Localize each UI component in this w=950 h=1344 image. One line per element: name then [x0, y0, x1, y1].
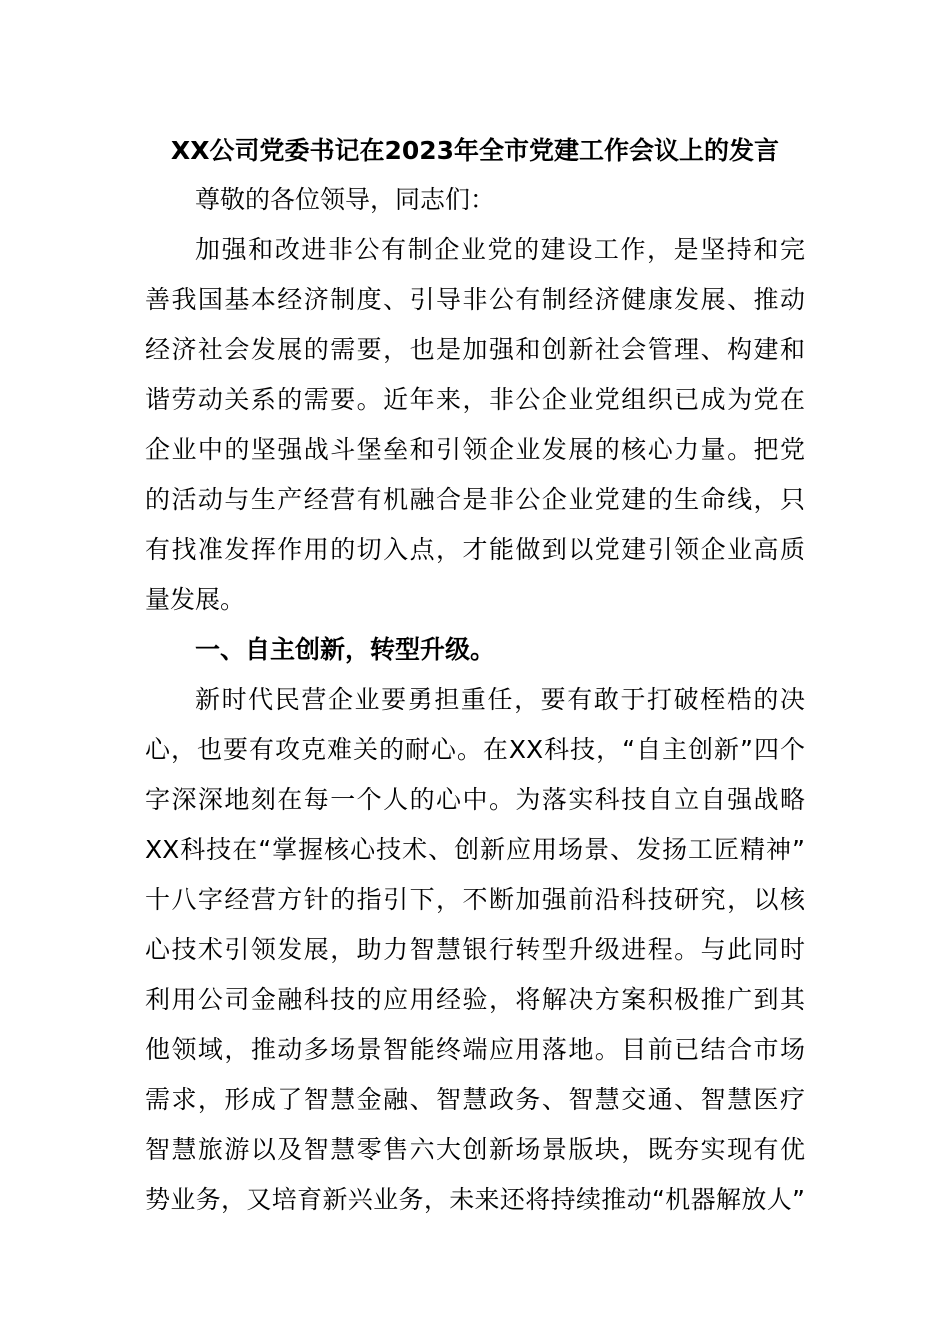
paragraph-line: 心技术引领发展，助力智慧银行转型升级进程。与此同时 — [145, 935, 805, 964]
paragraph-line: 势业务，又培育新兴业务，未来还将持续推动“机器解放人” — [145, 1185, 805, 1214]
document-title: XX公司党委书记在2023年全市党建工作会议上的发言 — [170, 136, 780, 165]
paragraph-line: 十八字经营方针的指引下，不断加强前沿科技研究，以核 — [145, 885, 805, 914]
paragraph-line: 需求，形成了智慧金融、智慧政务、智慧交通、智慧医疗 — [145, 1085, 805, 1114]
paragraph-line: 字深深地刻在每一个人的心中。为落实科技自立自强战略 — [145, 785, 805, 814]
paragraph-line: 善我国基本经济制度、引导非公有制经济健康发展、推动 — [145, 285, 805, 314]
paragraph-line: 心，也要有攻克难关的耐心。在XX科技，“自主创新”四个 — [145, 735, 805, 764]
paragraph-line: 他领域，推动多场景智能终端应用落地。目前已结合市场 — [145, 1035, 805, 1064]
paragraph-line: 有找准发挥作用的切入点，才能做到以党建引领企业高质 — [145, 535, 805, 564]
section-heading: 一、自主创新，转型升级。 — [195, 635, 496, 664]
paragraph-line: 企业中的坚强战斗堡垒和引领企业发展的核心力量。把党 — [145, 435, 805, 464]
paragraph-line: 加强和改进非公有制企业党的建设工作，是坚持和完 — [195, 235, 805, 264]
paragraph-line: XX科技在“掌握核心技术、创新应用场景、发扬工匠精神” — [145, 835, 805, 864]
paragraph-line: 利用公司金融科技的应用经验，将解决方案积极推广到其 — [145, 985, 805, 1014]
paragraph-line: 量发展。 — [145, 585, 246, 614]
paragraph-line: 智慧旅游以及智慧零售六大创新场景版块，既夯实现有优 — [145, 1135, 805, 1164]
paragraph-line: 新时代民营企业要勇担重任，要有敢于打破桎梏的决 — [195, 685, 805, 714]
paragraph-line: 谐劳动关系的需要。近年来，非公企业党组织已成为党在 — [145, 385, 805, 414]
salutation: 尊敬的各位领导，同志们： — [195, 185, 496, 214]
paragraph-line: 经济社会发展的需要，也是加强和创新社会管理、构建和 — [145, 335, 805, 364]
paragraph-line: 的活动与生产经营有机融合是非公企业党建的生命线，只 — [145, 485, 805, 514]
